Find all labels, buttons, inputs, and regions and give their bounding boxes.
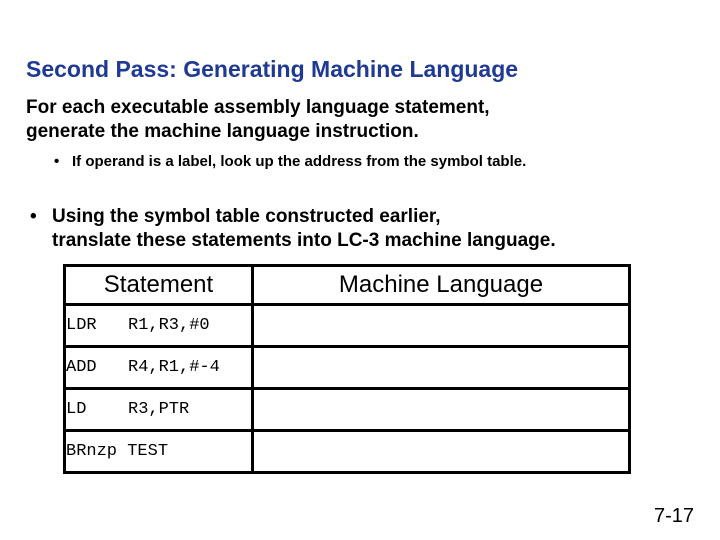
table-row: [65, 305, 630, 347]
intro-text: [26, 96, 490, 144]
main-bullet-line: translate these statements into LC-3 machine language.: [52, 230, 556, 251]
opcode: ADD: [66, 358, 97, 377]
sub-bullet-text: If operand is a label, look up the address from the symbol table.: [72, 153, 527, 170]
opcode: LD: [66, 400, 87, 419]
machine-language-header: Machine Language: [253, 266, 630, 305]
bullet-icon: •: [54, 153, 60, 170]
statement-header: Statement: [65, 266, 253, 305]
main-bullet-line: Using the symbol table constructed earlier,: [52, 206, 441, 227]
machine-language-cell: [253, 389, 630, 431]
slide-title: Second Pass: Generating Machine Language: [26, 56, 519, 82]
page-number: 7-17: [653, 505, 694, 527]
machine-language-cell: [253, 305, 630, 347]
table-row: [65, 431, 630, 473]
table-row: [65, 347, 630, 389]
operands: R4,R1,#-4: [128, 358, 220, 377]
table-header-row: [65, 266, 630, 305]
translation-table: [63, 264, 631, 474]
intro-line: generate the machine language instruction.: [26, 121, 419, 142]
sub-bullet: [54, 153, 526, 170]
main-bullet: [30, 205, 556, 253]
operands: R3,PTR: [128, 400, 190, 419]
bullet-icon: •: [30, 206, 37, 227]
machine-language-cell: [253, 431, 630, 473]
opcode: LDR: [66, 316, 97, 335]
intro-line: For each executable assembly language statement,: [26, 97, 490, 118]
statement-cell: [65, 431, 253, 473]
operands: R1,R3,#0: [128, 316, 210, 335]
opcode: BRnzp: [66, 442, 118, 461]
machine-language-cell: [253, 347, 630, 389]
statement-cell: [65, 305, 253, 347]
operands: TEST: [127, 442, 169, 461]
table-row: [65, 389, 630, 431]
statement-cell: [65, 389, 253, 431]
statement-cell: [65, 347, 253, 389]
